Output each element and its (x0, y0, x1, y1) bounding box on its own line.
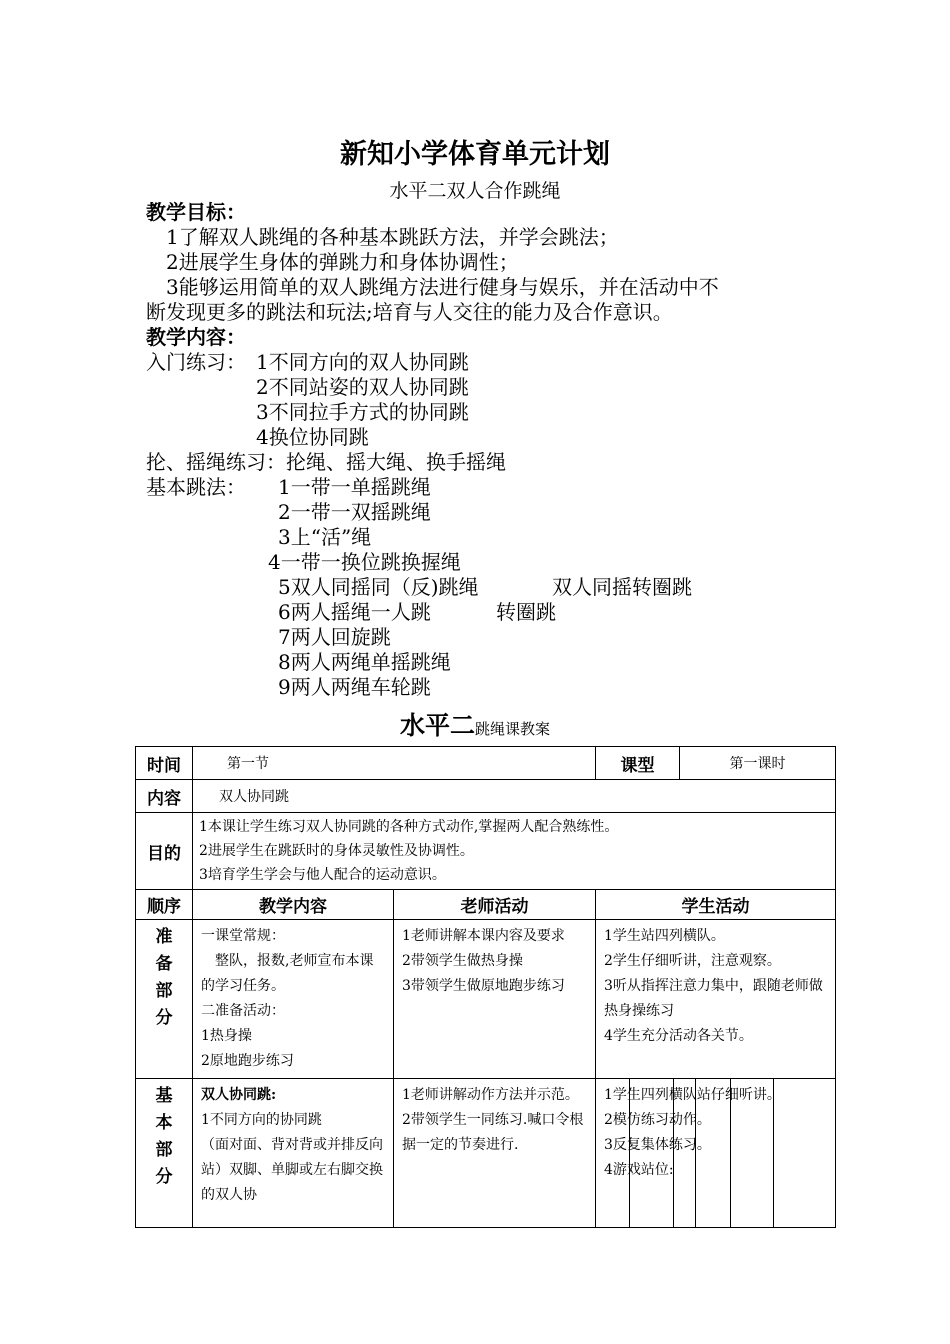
prep-teacher-line: 2带领学生做热身操 (402, 953, 523, 969)
type-label: 课型 (596, 747, 680, 780)
col-order-header: 顺序 (136, 890, 193, 920)
purpose-cell (193, 813, 836, 890)
prep-teacher-line: 1老师讲解本课内容及要求 (402, 928, 565, 944)
table-row-basic (136, 1079, 836, 1228)
basic-teacher-line: 1老师讲解动作方法并示范。 (402, 1087, 579, 1103)
goal-line-3: 3能够运用简单的双人跳绳方法进行健身与娱乐，并在活动中不 (166, 275, 719, 299)
basic-item-8: 8两人两绳单摇跳绳 (278, 650, 451, 674)
basic-item-6: 6两人摇绳一人跳 (278, 600, 431, 624)
intro-item-3: 3不同拉手方式的协同跳 (256, 400, 469, 424)
basic-student-line: 4游戏站位: (604, 1162, 674, 1178)
table-row-prep (136, 920, 836, 1079)
basic-label-char: 部 (155, 1140, 173, 1160)
prep-student-line: 3听从指挥注意力集中，跟随老师做热身操练习 (604, 978, 823, 1019)
basic-content-line: （面对面、背对背或并排反向站）双脚、单脚或左右脚交换的双人协 (201, 1137, 383, 1203)
basic-item-5-extra: 双人同摇转圈跳 (552, 575, 692, 599)
lesson-heading (0, 706, 950, 742)
prep-student-cell (596, 920, 836, 1079)
prep-student-line: 2学生仔细听讲，注意观察。 (604, 953, 781, 969)
purpose-label: 目的 (136, 813, 193, 890)
col-student-header: 学生活动 (596, 890, 836, 920)
prep-content-line: 2原地跑步练习 (201, 1053, 294, 1069)
basic-teacher-line: 2带领学生一同练习.喊口令根据一定的节奏进行. (402, 1112, 584, 1153)
basic-label-char: 分 (155, 1167, 173, 1187)
basic-content-line: 1不同方向的协同跳 (201, 1112, 322, 1128)
basic-item-3: 3上“活”绳 (278, 525, 372, 549)
basic-item-9: 9两人两绳车轮跳 (278, 675, 431, 699)
basic-content-cell (193, 1079, 394, 1228)
table-row-time (136, 747, 836, 780)
goal-line-1: 1了解双人跳绳的各种基本跳跃方法，并学会跳法； (166, 225, 619, 249)
basic-item-7: 7两人回旋跳 (278, 625, 391, 649)
basic-item-5: 5双人同摇同（反)跳绳 (278, 575, 479, 599)
intro-item-1: 1不同方向的双人协同跳 (256, 350, 469, 374)
prep-teacher-line: 3带领学生做原地跑步练习 (402, 978, 565, 994)
basic-student-line: 1学生四列横队站仔细听讲。 (604, 1087, 781, 1103)
prep-content-line: 一课堂常规： (201, 928, 285, 944)
col-content-header: 教学内容 (193, 890, 394, 920)
goal-line-4: 断发现更多的跳法和玩法;培育与人交往的能力及合作意识。 (146, 300, 673, 324)
time-value: 第一节 (193, 747, 596, 780)
basic-content-title: 双人协同跳: (201, 1087, 277, 1103)
basic-label: 基本跳法： (146, 475, 246, 499)
basic-student-line: 2模仿练习动作。 (604, 1112, 711, 1128)
table-row-content (136, 780, 836, 813)
basic-label-char: 本 (155, 1113, 173, 1133)
purpose-line-2: 2进展学生在跳跃时的身体灵敏性及协调性。 (199, 843, 474, 859)
document-title: 新知小学体育单元计划 (340, 139, 610, 170)
formation-divider-line (773, 1079, 774, 1227)
intro-label: 入门练习： (146, 350, 246, 374)
lesson-plan-table (135, 746, 836, 1228)
goals-heading: 教学目标： (146, 200, 246, 224)
basic-item-6-extra: 转圈跳 (496, 600, 556, 624)
goal-line-2: 2进展学生身体的弹跳力和身体协调性； (166, 250, 519, 274)
basic-item-4: 4一带一换位跳换握绳 (268, 550, 461, 574)
prep-label-char: 部 (155, 981, 173, 1001)
intro-item-4: 4换位协同跳 (256, 425, 369, 449)
time-label: 时间 (136, 747, 193, 780)
prep-student-line: 4学生充分活动各关节。 (604, 1028, 753, 1044)
table-row-headers (136, 890, 836, 920)
prep-content-cell (193, 920, 394, 1079)
col-teacher-header: 老师活动 (394, 890, 596, 920)
prep-section-label (136, 920, 193, 1079)
formation-divider-line (695, 1079, 696, 1227)
content-heading: 教学内容： (146, 325, 246, 349)
prep-label-char: 备 (155, 954, 173, 974)
rope-practice-line: 抡、摇绳练习：抡绳、摇大绳、换手摇绳 (146, 450, 506, 474)
basic-item-1: 1一带一单摇跳绳 (278, 475, 431, 499)
basic-teacher-cell (394, 1079, 596, 1228)
basic-item-2: 2一带一双摇跳绳 (278, 500, 431, 524)
formation-divider-line (629, 1079, 630, 1227)
formation-divider-line (730, 1079, 731, 1227)
document-subtitle: 水平二双人合作跳绳 (389, 180, 561, 202)
basic-student-line: 3反复集体练习。 (604, 1137, 711, 1153)
content-label: 内容 (136, 780, 193, 813)
basic-section-label (136, 1079, 193, 1228)
prep-label-char: 准 (155, 927, 173, 947)
content-value: 双人协同跳 (193, 780, 836, 813)
purpose-line-3: 3培育学生学会与他人配合的运动意识。 (199, 867, 446, 883)
basic-label-char: 基 (155, 1086, 173, 1106)
prep-label-char: 分 (155, 1008, 173, 1028)
purpose-line-1: 1本课让学生练习双人协同跳的各种方式动作,掌握两人配合熟练性。 (199, 819, 619, 835)
prep-content-line: 二准备活动： (201, 1003, 285, 1019)
prep-content-line: 1热身操 (201, 1028, 252, 1044)
table-row-purpose (136, 813, 836, 890)
formation-divider-line (673, 1079, 674, 1227)
prep-teacher-cell (394, 920, 596, 1079)
lesson-heading-label: 跳绳课教案 (475, 720, 551, 738)
lesson-heading-level: 水平二 (399, 711, 475, 740)
prep-student-line: 1学生站四列横队。 (604, 928, 725, 944)
basic-student-cell (596, 1079, 836, 1228)
intro-item-2: 2不同站姿的双人协同跳 (256, 375, 469, 399)
type-value: 第一课时 (680, 747, 836, 780)
prep-content-line: 整队，报数,老师宣布本课的学习任务。 (201, 953, 374, 994)
